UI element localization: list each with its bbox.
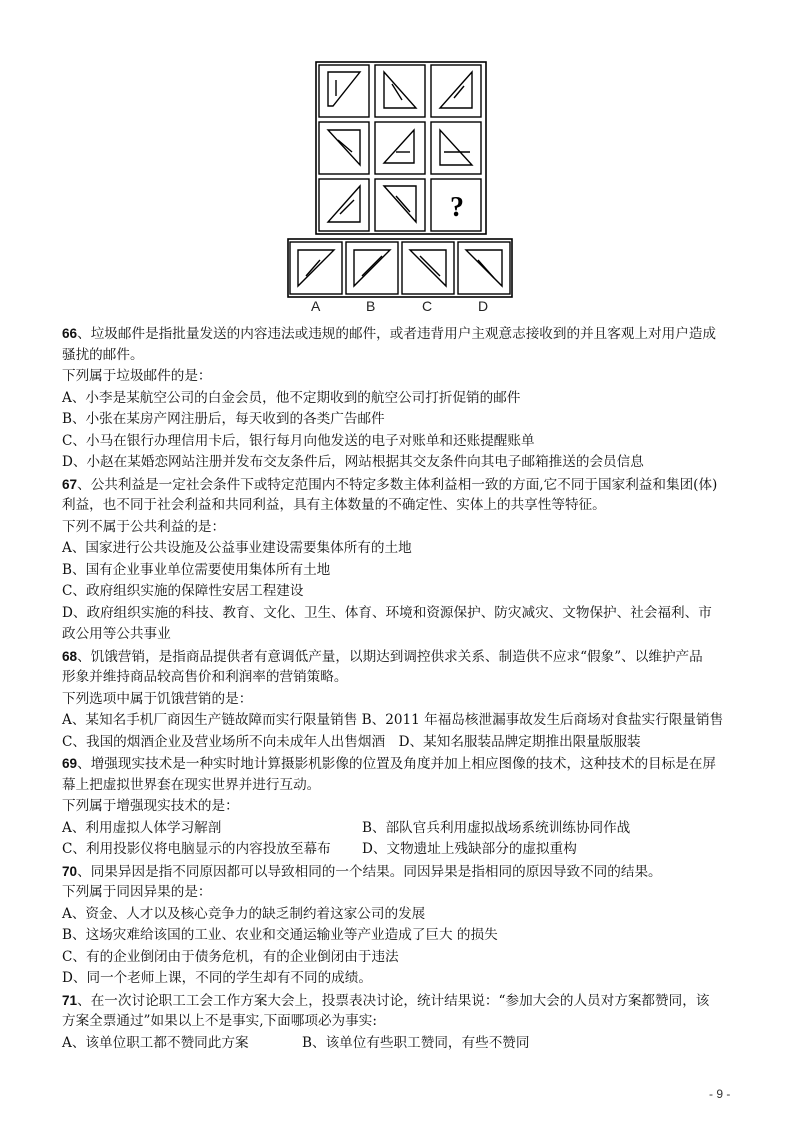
answer-option: D、同一个老师上课，不同的学生却有不同的成绩。	[62, 970, 372, 986]
answer-option: C、政府组织实施的保障性安居工程建设	[62, 583, 304, 599]
question-prompt: 下列属于垃圾邮件的是：	[62, 368, 212, 384]
question-prompt: 下列属于增强现实技术的是：	[62, 798, 239, 814]
question-stem: 71、在一次讨论职工工会工作方案大会上，投票表决讨论，统计结果说：“参加大会的人员对方案都赞同，该	[62, 992, 710, 1009]
option-label-c: C	[422, 298, 433, 314]
grid-cell	[319, 122, 369, 174]
answer-option: D、政府组织实施的科技、教育、文化、卫生、体育、环境和资源保护、防灾减灾、文物保护、社会福利、市	[62, 604, 712, 621]
question-stem: 利益，也不同于社会利益和共同利益，具有主体数量的不确定性、实体上的共享性等特征。	[62, 497, 606, 513]
answer-option: C、利用投影仪将电脑显示的内容投放至幕布	[62, 841, 331, 857]
question-stem: 方案全票通过”如果以上不是事实,下面哪项必为事实:	[62, 1013, 377, 1029]
options-row	[288, 239, 512, 297]
answer-option: A、利用虚拟人体学习解剖	[62, 819, 222, 836]
grid-cell	[431, 122, 481, 174]
questions-body	[62, 323, 752, 1054]
option-c-figure	[402, 242, 454, 294]
answer-option: C、有的企业倒闭由于债务危机，有的企业倒闭由于违法	[62, 948, 399, 965]
option-a-figure	[290, 242, 342, 294]
answer-option: 政公用等公共事业	[62, 626, 171, 642]
grid-cell	[431, 65, 481, 117]
question-stem: 67、公共利益是一定社会条件下或特定范围内不特定多数主体利益相一致的方面,它不同于国家利益和集团(体)	[62, 476, 718, 493]
question-stem: 66、垃圾邮件是指批量发送的内容违法或违规的邮件，或者违背用户主观意志接收到的并且客观上对用户造成	[62, 326, 717, 342]
answer-option: D、文物遗址上残缺部分的虚拟重构	[362, 841, 577, 857]
answer-option: D、小赵在某婚恋网站注册并发布交友条件后，网站根据其交友条件向其电子邮箱推送的会员信息	[62, 454, 644, 470]
answer-option-row	[62, 818, 752, 840]
question-stem: 68、饥饿营销，是指商品提供者有意调低产量，以期达到调控供求关系、制造供不应求“假象”、以维护产品	[62, 648, 703, 665]
answer-option: C、我国的烟酒企业及营业场所不向未成年人出售烟酒 D、某知名服装品牌定期推出限量版服装	[62, 733, 641, 750]
answer-option: A、国家进行公共设施及公益事业建设需要集体所有的土地	[62, 540, 412, 556]
grid-cell	[319, 179, 369, 231]
question-prompt: 下列选项中属于饥饿营销的是：	[62, 690, 253, 707]
option-label-b: B	[366, 298, 376, 314]
answer-option: A、该单位职工都不赞同此方案	[62, 1034, 249, 1051]
grid-cell	[375, 122, 425, 174]
answer-option: A、小李是某航空公司的白金会员，他不定期收到的航空公司打折促销的邮件	[62, 389, 521, 406]
option-b-figure	[346, 242, 398, 294]
question-stem: 69、增强现实技术是一种实时地计算摄影机影像的位置及角度并加上相应图像的技术，这种技术的目标是在屏	[62, 756, 717, 772]
answer-option-row	[62, 839, 752, 861]
option-d-figure	[458, 242, 510, 294]
grid-cell	[375, 179, 425, 231]
answer-option: B、国有企业事业单位需要使用集体所有土地	[62, 561, 331, 578]
answer-option: A、资金、人才以及核心竞争力的缺乏制约着这家公司的发展	[62, 905, 426, 922]
answer-option: B、部队官兵利用虚拟战场系统训练协同作战	[362, 819, 631, 836]
option-label-a: A	[311, 298, 321, 314]
puzzle-figure	[0, 0, 800, 320]
answer-option: B、该单位有些职工赞同，有些不赞同	[302, 1034, 530, 1051]
answer-option: B、这场灾难给该国的工业、农业和交通运输业等产业造成了巨大 的损失	[62, 927, 498, 943]
page-number: - 9 -	[709, 1087, 731, 1101]
question-stem: 70、同果异因是指不同原因都可以导致相同的一个结果。同因异果是指相同的原因导致不同的结果。	[62, 863, 662, 880]
question-stem: 骚扰的邮件。	[62, 346, 144, 363]
question-stem: 形象并维持商品较高售价和利润率的营销策略。	[62, 669, 348, 685]
answer-option: C、小马在银行办理信用卡后，银行每月向他发送的电子对账单和还账提醒账单	[62, 432, 535, 449]
answer-option: B、小张在某房产网注册后，每天收到的各类广告邮件	[62, 411, 385, 427]
grid-cell	[319, 65, 369, 117]
answer-option: A、某知名手机厂商因生产链故障而实行限量销售 B、2011 年福岛核泄漏事故发生后商场对食盐实行限量销售	[62, 712, 724, 728]
question-mark: ?	[450, 192, 464, 223]
question-prompt: 下列属于同因异果的是：	[62, 884, 212, 900]
question-stem: 幕上把虚拟世界套在现实世界并进行互动。	[62, 776, 321, 793]
question-prompt: 下列不属于公共利益的是：	[62, 518, 226, 535]
option-label-d: D	[478, 298, 489, 314]
answer-option-row	[62, 1033, 752, 1055]
grid-cell	[375, 65, 425, 117]
